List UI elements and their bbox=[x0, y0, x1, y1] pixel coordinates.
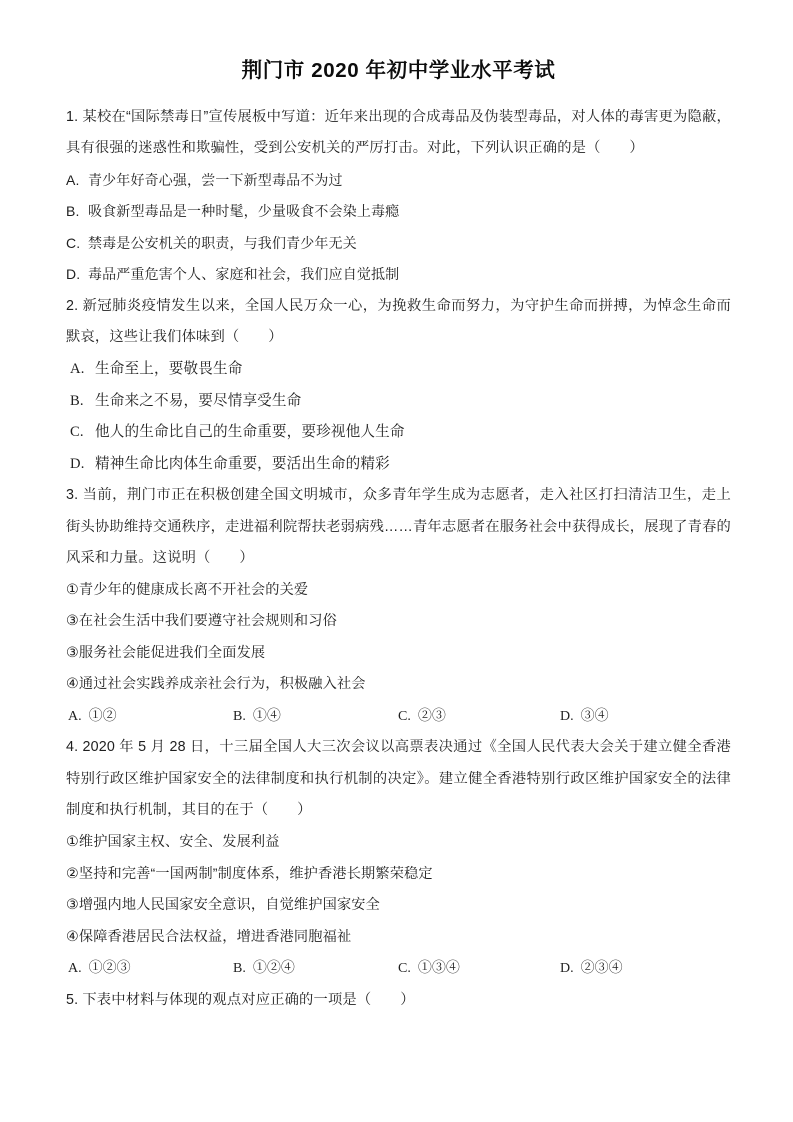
answer-choice-strip bbox=[66, 701, 731, 733]
choice-text: ②③ bbox=[417, 708, 446, 724]
question-text: 2020 年 5 月 28 日，十三届全国人大三次会议以高票表决通过《全国人民代表大会关于建立健全香港特别行政区维护国家安全的法律制度和执行机制的决定》。建立健全香港特别行政区维护国家安全的法律制度和执行机制，其目的在于（ ） bbox=[66, 739, 732, 819]
option-a[interactable] bbox=[66, 165, 731, 197]
option-d[interactable] bbox=[66, 449, 731, 481]
option-label: B. bbox=[66, 203, 80, 220]
option-b[interactable] bbox=[66, 386, 731, 418]
option-text: 精神生命比肉体生命重要，要活出生命的精彩 bbox=[95, 455, 390, 472]
choice-text: ②③④ bbox=[580, 961, 623, 977]
option-label: D. bbox=[70, 455, 85, 472]
option-text: 青少年好奇心强，尝一下新型毒品不为过 bbox=[88, 171, 343, 188]
choice-text: ①②③ bbox=[88, 961, 131, 977]
option-text: 禁毒是公安机关的职责，与我们青少年无关 bbox=[88, 234, 357, 251]
choice-c[interactable] bbox=[398, 701, 446, 733]
question-stem bbox=[66, 480, 731, 575]
question-number: 3. bbox=[66, 487, 79, 503]
choice-label: D. bbox=[560, 961, 574, 977]
option-text: 吸食新型毒品是一种时髦，少量吸食不会染上毒瘾 bbox=[88, 203, 400, 220]
option-a[interactable] bbox=[66, 354, 731, 386]
question-stem bbox=[66, 732, 731, 827]
choice-b[interactable] bbox=[233, 953, 295, 985]
option-text: 他人的生命比自己的生命重要，要珍视他人生命 bbox=[95, 424, 405, 440]
choice-c[interactable] bbox=[398, 953, 460, 985]
option-label: D. bbox=[66, 266, 81, 283]
option-d[interactable] bbox=[66, 259, 731, 291]
choice-label: C. bbox=[398, 961, 411, 977]
choice-text: ①④ bbox=[252, 708, 281, 724]
option-label: C. bbox=[70, 424, 84, 440]
choice-text: ①②④ bbox=[252, 961, 295, 977]
choice-label: B. bbox=[233, 708, 246, 724]
option-c[interactable] bbox=[66, 228, 731, 260]
question-text: 新冠肺炎疫情发生以来，全国人民万众一心，为挽救生命而努力，为守护生命而拼搏，为悼念生命而默哀，这些让我们体味到（ ） bbox=[66, 297, 731, 346]
choice-label: A. bbox=[68, 708, 82, 724]
statement-2: ②坚持和完善“一国两制”制度体系，维护香港长期繁荣稳定 bbox=[66, 865, 433, 882]
statement-4: ④通过社会实践养成亲社会行为，积极融入社会 bbox=[66, 676, 366, 693]
choice-d[interactable] bbox=[560, 701, 609, 733]
option-b[interactable] bbox=[66, 196, 731, 228]
question-stem bbox=[66, 291, 731, 354]
option-text: 生命至上，要敬畏生命 bbox=[95, 361, 243, 377]
page-title: 荆门市 2020 年初中学业水平考试 bbox=[241, 59, 556, 82]
choice-b[interactable] bbox=[233, 701, 281, 733]
statement-3: ③服务社会能促进我们全面发展 bbox=[66, 644, 266, 661]
choice-a[interactable] bbox=[68, 953, 131, 985]
choice-label: D. bbox=[560, 708, 574, 724]
question-q4 bbox=[66, 732, 731, 984]
question-text: 下表中材料与体现的观点对应正确的一项是（ ） bbox=[82, 991, 415, 1008]
choice-label: A. bbox=[68, 961, 82, 977]
question-list bbox=[66, 84, 731, 1017]
question-number: 5. bbox=[66, 991, 79, 1008]
statement-1: ①青少年的健康成长离不开社会的关爱 bbox=[66, 581, 309, 598]
statement-3: ③增强内地人民国家安全意识，自觉维护国家安全 bbox=[66, 897, 380, 914]
statement-1: ①维护国家主权、安全、发展利益 bbox=[66, 834, 280, 851]
question-q5 bbox=[66, 985, 731, 1017]
choice-text: ①② bbox=[88, 708, 117, 724]
question-number: 2. bbox=[66, 297, 79, 314]
question-stem bbox=[66, 985, 731, 1017]
statement-4: ④保障香港居民合法权益，增进香港同胞福祉 bbox=[66, 928, 352, 945]
question-q3 bbox=[66, 480, 731, 732]
statement-2: ③在社会生活中我们要遵守社会规则和习俗 bbox=[66, 613, 337, 630]
question-number: 4. bbox=[66, 739, 79, 756]
question-text: 某校在“国际禁毒日”宣传展板中写道：近年来出现的合成毒品及伪装型毒品，对人体的毒害更为隐蔽，具有很强的迷惑性和欺骗性，受到公安机关的严厉打击。对此，下列认识正确的是（ ） bbox=[66, 108, 732, 157]
question-stem bbox=[66, 102, 731, 165]
question-number: 1. bbox=[66, 108, 79, 125]
answer-choice-strip bbox=[66, 953, 731, 985]
choice-label: B. bbox=[233, 961, 246, 977]
question-text: 当前，荆门市正在积极创建全国文明城市，众多青年学生成为志愿者，走入社区打扫清洁卫生，走上街头协助维持交通秩序，走进福利院帮扶老弱病残……青年志愿者在服务社会中获得成长，展现了青春的风采和力量。这说明（ ） bbox=[66, 487, 731, 567]
option-c[interactable] bbox=[66, 417, 731, 449]
question-q1 bbox=[66, 102, 731, 291]
option-text: 生命来之不易，要尽情享受生命 bbox=[95, 392, 302, 409]
option-label: A. bbox=[66, 171, 80, 188]
option-label: A. bbox=[70, 361, 85, 377]
choice-a[interactable] bbox=[68, 701, 117, 733]
option-label: B. bbox=[70, 392, 84, 409]
choice-text: ③④ bbox=[580, 708, 609, 724]
choice-label: C. bbox=[398, 708, 411, 724]
choice-text: ①③④ bbox=[417, 961, 460, 977]
question-q2 bbox=[66, 291, 731, 480]
choice-d[interactable] bbox=[560, 953, 623, 985]
option-text: 毒品严重危害个人、家庭和社会，我们应自觉抵制 bbox=[88, 266, 400, 283]
option-label: C. bbox=[66, 234, 81, 251]
